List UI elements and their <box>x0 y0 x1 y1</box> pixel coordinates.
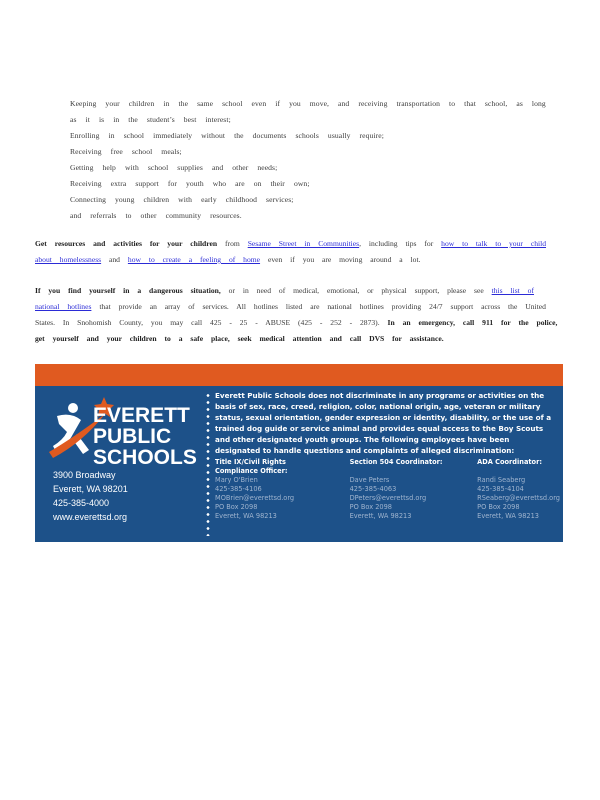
list-item-text: Receiving extra support for youth who are on their own; <box>70 179 310 188</box>
orange-strip <box>35 364 563 386</box>
address-street: 3900 Broadway <box>53 470 116 480</box>
homelessness-talk-link[interactable]: how to talk to your child about homelessness <box>35 239 547 264</box>
contact-phone: 425-385-4106 <box>215 485 262 493</box>
bullet-mark-icon <box>50 192 70 208</box>
contact-po-box: PO Box 2098 <box>215 503 258 511</box>
address-website: www.everettsd.org <box>53 512 128 522</box>
logo-line-everett: EVERETT <box>93 404 190 427</box>
sesame-street-link[interactable]: Sesame Street in Communities <box>247 239 360 248</box>
resources-tail: even if you are moving around a lot. <box>267 255 421 264</box>
bullet-mark-icon <box>50 128 70 144</box>
list-item <box>50 96 560 128</box>
contact-name: Randi Seaberg <box>477 476 526 484</box>
district-address <box>53 468 128 524</box>
address-phone: 425-385-4000 <box>53 498 110 508</box>
contact-phone: 425-385-4063 <box>349 485 397 493</box>
list-item <box>50 128 560 144</box>
contact-city: Everett, WA 98213 <box>215 512 277 520</box>
resources-from: from <box>225 239 240 248</box>
bullet-list <box>50 96 560 224</box>
contact-ada <box>477 458 560 521</box>
list-item <box>50 144 560 160</box>
contact-title: Title IX/Civil Rights Compliance Officer: <box>215 458 288 475</box>
contact-name: Dave Peters <box>349 476 390 484</box>
resources-paragraph <box>35 236 565 268</box>
list-item <box>50 176 560 192</box>
contact-po-box: PO Box 2098 <box>477 503 520 511</box>
contact-title: Section 504 Coordinator: <box>349 458 443 466</box>
safety-lead: If you find yourself in a dangerous situation, <box>35 286 221 295</box>
contact-name: Mary O'Brien <box>215 476 258 484</box>
contact-city: Everett, WA 98213 <box>477 512 540 520</box>
contact-section-504 <box>350 458 443 521</box>
bullet-mark-icon <box>50 160 70 176</box>
list-item <box>50 192 560 208</box>
list-item-text: Connecting young children with early childhood services; <box>70 195 294 204</box>
resources-including: , including tips for <box>359 239 434 248</box>
list-item <box>50 208 560 224</box>
nondiscrimination-notice: Everett Public Schools does not discriminate in any programs or activities on the basis of sex, race, creed, religion, color, national origin, age, veteran or military status, sexual orientation, gender expression or identity, disability, or the use of a trained dog guide or service animal and provides equal access to the Boy Scouts and other designated youth groups. The following employees have been designated to handle questions and complaints of alleged discrimination: <box>215 391 552 455</box>
list-item <box>50 160 560 176</box>
address-city: Everett, WA 98201 <box>53 484 128 494</box>
contact-city: Everett, WA 98213 <box>349 512 412 520</box>
logo-line-schools: SCHOOLS <box>93 446 197 469</box>
footer-banner <box>35 364 563 542</box>
list-item-text: Keeping your children in the same school even if you move, and receiving transportation to that school, as long as it is in the student’s best interest; <box>70 99 546 124</box>
bullet-mark-icon <box>50 144 70 160</box>
bullet-mark-icon <box>50 208 70 224</box>
feeling-of-home-link[interactable]: how to create a feeling of home <box>127 255 261 264</box>
contact-email: RSeaberg@everettsd.org <box>477 494 560 502</box>
bullet-mark-icon <box>50 96 70 128</box>
safety-paragraph <box>35 283 565 347</box>
bullet-mark-icon <box>50 176 70 192</box>
contact-title: ADA Coordinator: <box>477 458 542 466</box>
contact-title-ix <box>215 458 315 521</box>
coordinator-contacts <box>215 458 560 521</box>
list-item-text: Getting help with school supplies and other needs; <box>70 163 278 172</box>
contact-phone: 425-385-4104 <box>477 485 524 493</box>
resources-and: and <box>109 255 120 264</box>
list-item-text: Enrolling in school immediately without the documents schools usually require; <box>70 131 384 140</box>
contact-po-box: PO Box 2098 <box>349 503 392 511</box>
contact-email: DPeters@everettsd.org <box>349 494 427 502</box>
emergency-instructions: In an emergency, call 911 for the police, get yourself and your children to a safe place, seek medical attention and call DVS for assistance. <box>35 318 558 343</box>
list-item-text: and referrals to other community resources. <box>70 211 242 220</box>
dotted-divider <box>206 392 210 536</box>
contact-email: MOBrien@everettsd.org <box>215 494 295 502</box>
logo-line-public: PUBLIC <box>93 425 172 448</box>
safety-hotline-text: that provide an array of services. All hotlines listed are national hotlines providing 24/7 support across the United States. In Snohomish County, you may call 425 - 25 - ABUSE (425 - 252 - 2873). <box>35 302 546 327</box>
resources-lead: Get resources and activities for your children <box>35 239 218 248</box>
national-hotlines-link[interactable]: this list of national hotlines <box>35 286 535 311</box>
list-item-text: Receiving free school meals; <box>70 147 182 156</box>
safety-support-text: or in need of medical, emotional, or physical support, please see <box>228 286 484 295</box>
